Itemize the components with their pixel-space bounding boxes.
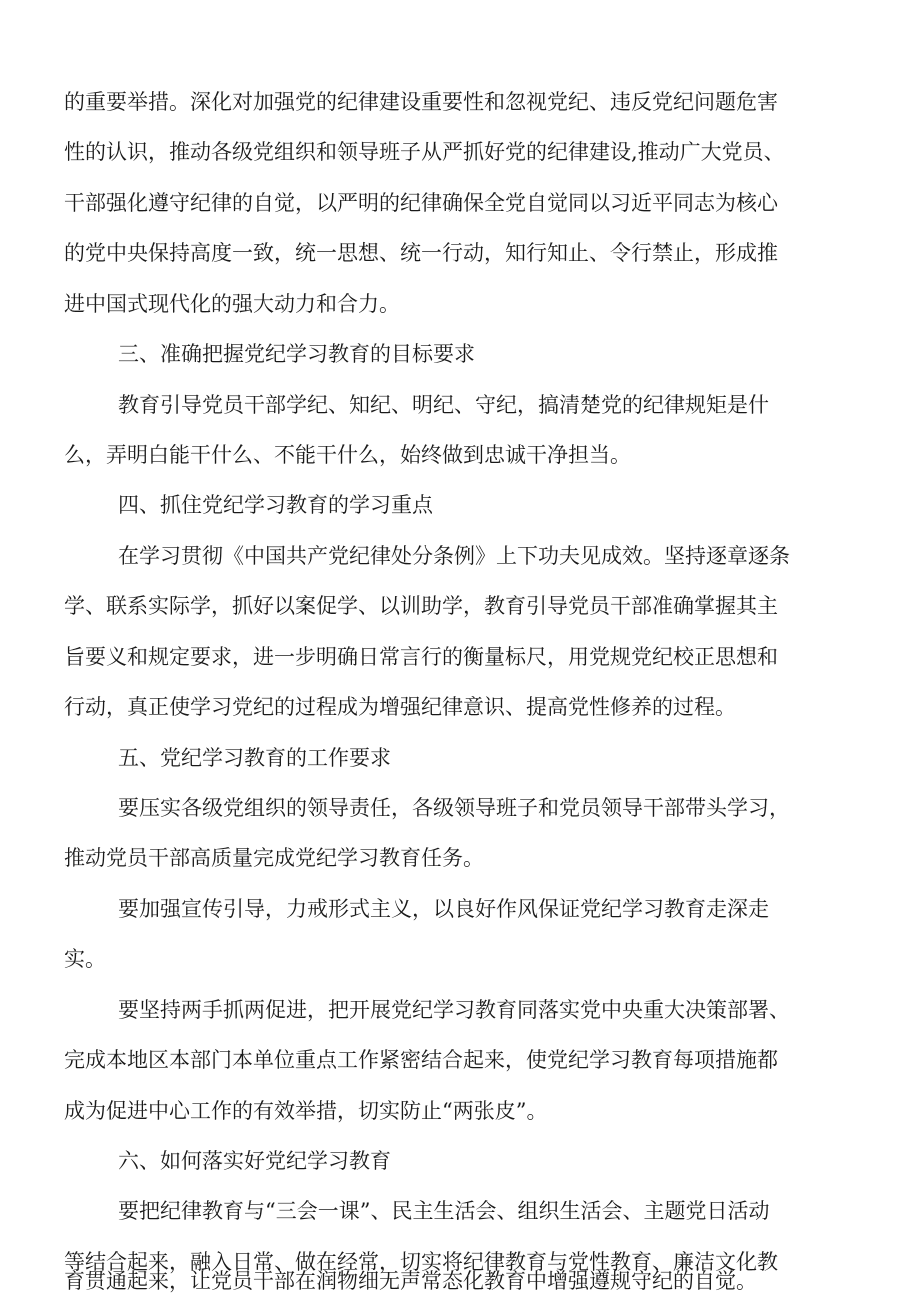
text-line <box>0 889 920 929</box>
section-heading-text: 四、抓住党纪学习教育的学习重点 <box>118 493 433 517</box>
text-line <box>0 132 920 172</box>
text-line-content: 实。 <box>64 947 106 971</box>
text-line <box>0 183 920 223</box>
text-line-content: 要压实各级党组织的领导责任，各级领导班子和党员领导干部带头学习， <box>118 796 790 820</box>
text-line <box>0 284 920 324</box>
text-line-content: 性的认识，推动各级党组织和领导班子从严抓好党的纪律建设,推动广大党员、 <box>64 140 785 164</box>
text-line <box>0 233 920 273</box>
text-line-content: 成为促进中心工作的有效举措，切实防止“两张皮”。 <box>64 1099 548 1123</box>
text-line <box>0 939 920 979</box>
section-heading <box>0 334 920 374</box>
text-line <box>0 838 920 878</box>
text-line-content: 进中国式现代化的强大动力和合力。 <box>64 292 400 316</box>
text-line <box>0 586 920 626</box>
text-line <box>0 1191 920 1231</box>
text-line-content: 等结合起来，融入日常、做在经常，切实将纪律教育与党性教育、廉洁文化教 <box>64 1250 778 1274</box>
text-line <box>0 536 920 576</box>
text-line-content: 行动，真正使学习党纪的过程成为增强纪律意识、提高党性修养的过程。 <box>64 695 736 719</box>
text-line-content: 干部强化遵守纪律的自觉，以严明的纪律确保全党自觉同以习近平同志为核心 <box>64 191 778 215</box>
text-line-content: 要加强宣传引导，力戒形式主义，以良好作风保证党纪学习教育走深走 <box>118 897 769 921</box>
section-heading-text: 三、准确把握党纪学习教育的目标要求 <box>118 342 475 366</box>
text-line-content: 在学习贯彻《中国共产党纪律处分条例》上下功夫见成效。坚持逐章逐条 <box>118 544 790 568</box>
text-line <box>0 990 920 1030</box>
text-line <box>0 385 920 425</box>
text-line-content: 的党中央保持高度一致，统一思想、统一行动，知行知止、令行禁止，形成推 <box>64 241 778 265</box>
text-line-content: 要坚持两手抓两促进，把开展党纪学习教育同落实党中央重大决策部署、 <box>118 998 790 1022</box>
text-line <box>0 637 920 677</box>
text-line-content: 要把纪律教育与“三会一课”、民主生活会、组织生活会、主题党日活动 <box>118 1199 770 1223</box>
section-heading <box>0 485 920 525</box>
section-heading-text: 五、党纪学习教育的工作要求 <box>118 746 391 770</box>
text-line <box>0 1091 920 1131</box>
section-heading <box>0 1141 920 1181</box>
section-heading <box>0 738 920 778</box>
text-line <box>0 1040 920 1080</box>
text-line <box>0 82 920 122</box>
text-line-content: 学、联系实际学，抓好以案促学、以训助学，教育引导党员干部准确掌握其主 <box>64 594 778 618</box>
text-line <box>0 788 920 828</box>
text-line-content: 旨要义和规定要求，进一步明确日常言行的衡量标尺，用党规党纪校正思想和 <box>64 645 778 669</box>
section-heading-text: 六、如何落实好党纪学习教育 <box>118 1149 391 1173</box>
text-line-content: 教育引导党员干部学纪、知纪、明纪、守纪，搞清楚党的纪律规矩是什 <box>118 393 769 417</box>
text-line <box>0 687 920 727</box>
text-line <box>0 435 920 475</box>
text-line-content: 么，弄明白能干什么、不能干什么，始终做到忠诚干净担当。 <box>64 443 631 467</box>
text-line-content: 的重要举措。深化对加强党的纪律建设重要性和忽视党纪、违反党纪问题危害 <box>64 90 778 114</box>
text-line-content: 育贯通起来，让党员干部在润物细无声常态化教育中增强遵规守纪的自觉。 <box>64 1269 757 1293</box>
text-line-content: 推动党员干部高质量完成党纪学习教育任务。 <box>64 846 484 870</box>
text-line <box>0 1261 920 1301</box>
text-line-content: 完成本地区本部门本单位重点工作紧密结合起来，使党纪学习教育每项措施都 <box>64 1048 778 1072</box>
